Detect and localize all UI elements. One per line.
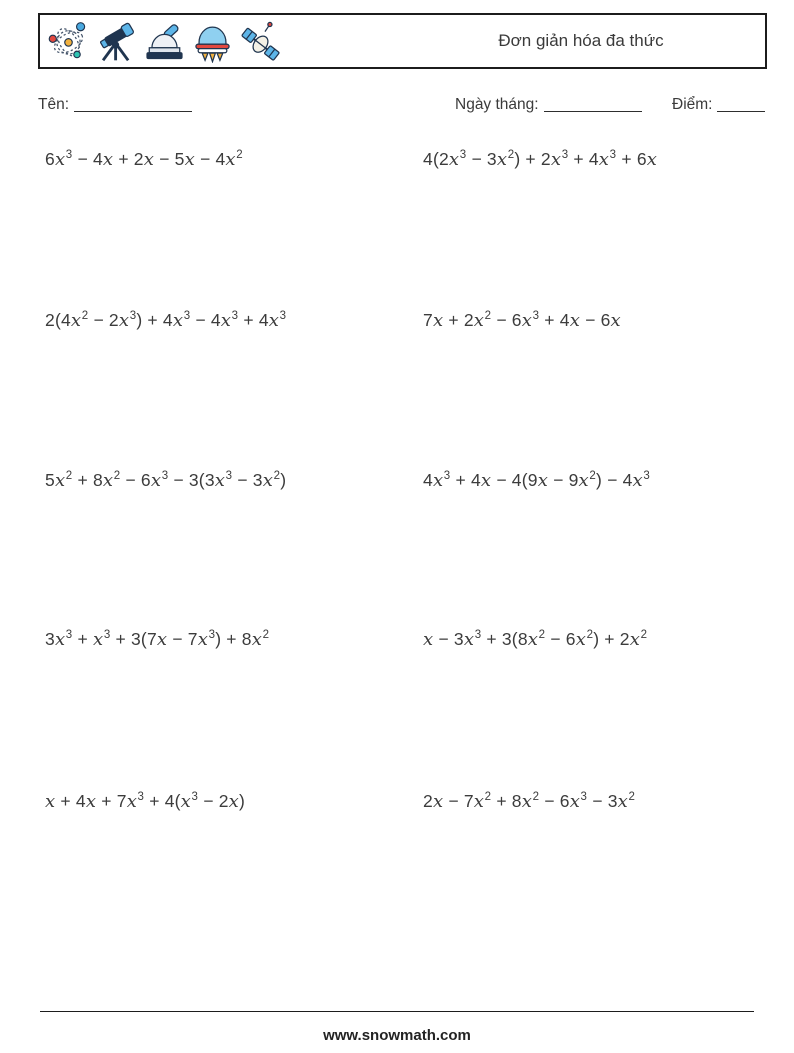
header bbox=[38, 13, 767, 69]
problem-expression-6: $4x^3 + 4x - 4(9x - 9x^2) - 4x^3$ bbox=[423, 470, 650, 491]
problem-expression-1: $6x^3 - 4x + 2x - 5x - 4x^2$ bbox=[45, 149, 243, 170]
score-blank-line bbox=[717, 95, 765, 112]
page-title: Đơn giản hóa đa thức bbox=[498, 31, 664, 50]
rocket-icon bbox=[191, 20, 234, 63]
name-label: Tên: bbox=[38, 96, 70, 113]
score-label: Điểm: bbox=[672, 96, 713, 113]
logo-icon-strip bbox=[40, 20, 282, 63]
observatory-icon bbox=[143, 20, 186, 63]
score-field bbox=[672, 95, 765, 114]
date-blank-line bbox=[544, 95, 642, 112]
telescope-icon bbox=[95, 20, 138, 63]
name-field bbox=[38, 95, 192, 114]
date-field bbox=[455, 95, 642, 114]
problem-expression-8: $x - 3x^3 + 3(8x^2 - 6x^2) + 2x^2$ bbox=[423, 629, 648, 650]
problem-expression-5: $5x^2 + 8x^2 - 6x^3 - 3(3x^3 - 3x^2)$ bbox=[45, 470, 287, 491]
problem-expression-3: $2(4x^2 - 2x^3) + 4x^3 - 4x^3 + 4x^3$ bbox=[45, 310, 287, 331]
name-blank-line bbox=[74, 95, 192, 112]
footer-url: www.snowmath.com bbox=[323, 1027, 471, 1044]
satellite-icon bbox=[239, 20, 282, 63]
problem-expression-4: $7x + 2x^2 - 6x^3 + 4x - 6x$ bbox=[423, 310, 621, 331]
footer-divider bbox=[40, 1011, 754, 1012]
atom-icon bbox=[47, 20, 90, 63]
problem-expression-10: $2x - 7x^2 + 8x^2 - 6x^3 - 3x^2$ bbox=[423, 791, 636, 812]
date-label: Ngày tháng: bbox=[455, 96, 539, 113]
info-fields bbox=[38, 95, 766, 119]
problem-expression-7: $3x^3 + x^3 + 3(7x - 7x^3) + 8x^2$ bbox=[45, 629, 270, 650]
problem-expression-9: $x + 4x + 7x^3 + 4(x^3 - 2x)$ bbox=[45, 791, 246, 812]
problem-expression-2: $4(2x^3 - 3x^2) + 2x^3 + 4x^3 + 6x$ bbox=[423, 149, 658, 170]
